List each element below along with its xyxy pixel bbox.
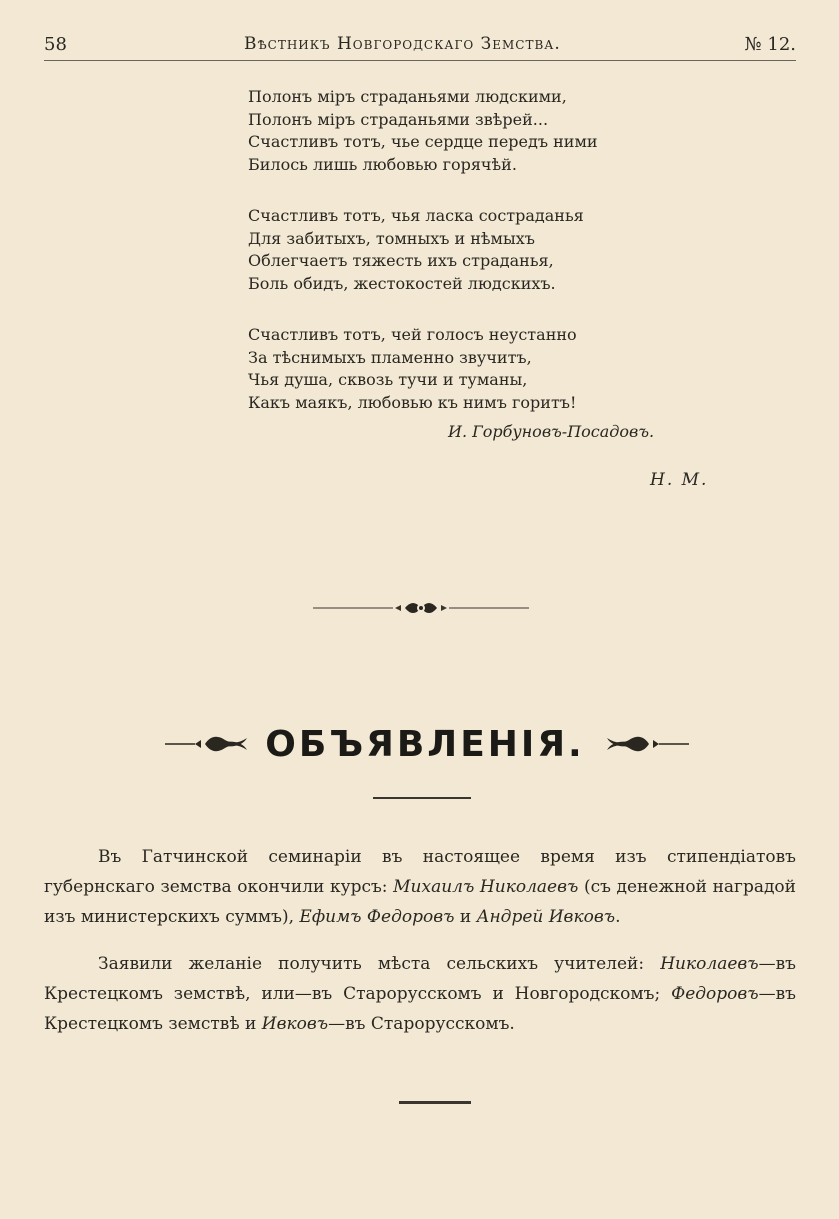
poem-line: Счастливъ тотъ, чья ласка состраданья bbox=[248, 206, 584, 225]
section-heading: ОБЪЯВЛЕНІЯ. bbox=[265, 724, 585, 765]
section-divider-ornament bbox=[313, 596, 529, 620]
author-initials: Н. М. bbox=[650, 470, 709, 490]
poem-line: За тѣснимыхъ пламенно звучитъ, bbox=[248, 347, 532, 367]
poem-line: Какъ маякъ, любовью къ нимъ горитъ! bbox=[248, 392, 577, 412]
announcement-paragraph bbox=[44, 949, 796, 1039]
poem-line: Билось лишь любовью горячѣй. bbox=[248, 154, 517, 174]
header-rule bbox=[44, 60, 796, 61]
person-name: Михаилъ Николаевъ bbox=[393, 877, 579, 897]
paragraph-text: . bbox=[615, 907, 621, 927]
poem-line: Полонъ міръ страданьями звѣрей... bbox=[248, 109, 549, 129]
person-name: Федоровъ bbox=[671, 984, 759, 1004]
section-heading-block bbox=[165, 722, 685, 772]
paragraph-text: Заявили желаніе получить мѣста сельскихъ учителей: bbox=[98, 954, 661, 974]
paragraph-text: —въ Крестецкомъ земствѣ, или—въ Старорусскомъ и Новгородскомъ; bbox=[44, 954, 796, 1004]
paragraph-text: (съ денежной наградой изъ министерскихъ суммъ), bbox=[44, 877, 796, 927]
journal-title: Вѣстникъ Новгородскаго Земства. bbox=[244, 34, 561, 54]
announcement-body bbox=[44, 842, 796, 1056]
heading-underline bbox=[373, 797, 471, 799]
person-name: Ефимъ Федоровъ bbox=[299, 907, 455, 927]
person-name: Николаевъ bbox=[660, 954, 759, 974]
poem-line: Для забитыхъ, томныхъ и нѣмыхъ bbox=[248, 228, 535, 248]
paragraph-text: —въ Крестецкомъ земствѣ и bbox=[44, 984, 796, 1034]
page-header bbox=[44, 32, 796, 62]
poem-author: И. Горбуновъ-Посадовъ. bbox=[448, 422, 655, 441]
poem-stanza bbox=[248, 205, 668, 295]
end-rule bbox=[399, 1101, 471, 1104]
paragraph-text: —въ Старорусскомъ. bbox=[328, 1014, 515, 1034]
poem-line: Счастливъ тотъ, чей голосъ неустанно bbox=[248, 325, 577, 344]
person-name: Андрей Ивковъ bbox=[476, 907, 616, 927]
poem-stanza bbox=[248, 324, 668, 414]
person-name: Ивковъ bbox=[261, 1014, 329, 1034]
paragraph-text: Въ Гатчинской семинаріи въ настоящее время изъ стипендіатовъ губернскаго земства окончили курсъ: bbox=[44, 847, 796, 897]
poem-line: Счастливъ тотъ, чье сердце передъ ними bbox=[248, 132, 598, 151]
heading-right-ornament bbox=[603, 732, 689, 756]
poem-line: Боль обидъ, жестокостей людскихъ. bbox=[248, 273, 556, 293]
poem-line: Чья душа, сквозь тучи и туманы, bbox=[248, 370, 528, 389]
poem bbox=[248, 86, 668, 443]
poem-line: Полонъ міръ страданьями людскими, bbox=[248, 87, 567, 106]
announcement-paragraph bbox=[44, 842, 796, 932]
paragraph-text: и bbox=[454, 907, 477, 927]
poem-stanza bbox=[248, 86, 668, 176]
heading-left-ornament bbox=[165, 732, 251, 756]
page-number: 58 bbox=[44, 34, 67, 55]
poem-line: Облегчаетъ тяжесть ихъ страданья, bbox=[248, 251, 554, 270]
issue-number: № 12. bbox=[744, 34, 796, 55]
